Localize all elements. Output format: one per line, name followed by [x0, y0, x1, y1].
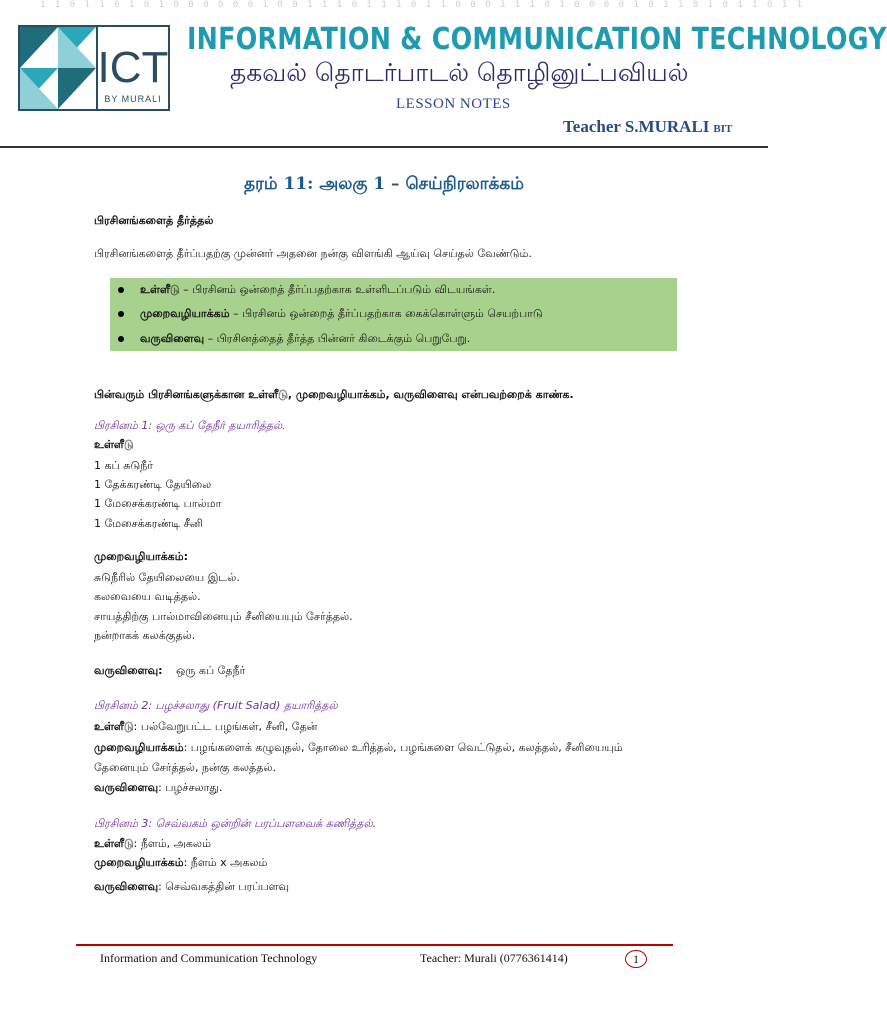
footer-teacher-contact: Teacher: Murali (0776361414) [420, 951, 568, 965]
problem1-title: பிரசினம் 1: ஒரு கப் தேநீர் தயாரித்தல். [94, 419, 286, 432]
problem1-output: ஒரு கப் தேநீர் [176, 664, 246, 677]
logo-sub-text: BY MURALI [104, 94, 162, 104]
lesson-notes-label: LESSON NOTES [396, 96, 511, 112]
task-instruction: பின்வரும் பிரசினங்களுக்கான உள்ளீடு, முறைவழியாக்கம், வருவிளைவு என்பவற்றைக் காண்க. [94, 388, 574, 401]
problem1-input-label: உள்ளீடு [94, 438, 134, 451]
problem2-output-label: வருவிளைவு [94, 781, 159, 794]
problem2-output-value: : பழச்சலாது. [158, 781, 223, 794]
problem1-input-item: 1 கப் சுடுநீர் [94, 459, 154, 472]
problem1-process-step: சுடுநீரில் தேயிலையை இடல். [94, 571, 240, 584]
lesson-title: தரம் 11: அலகு 1 – செய்நிரலாக்கம் [244, 174, 524, 194]
problem1-input-item: 1 தேக்கரண்டி தேயிலை [94, 478, 212, 491]
definition-term: உள்ளீடு [140, 283, 180, 296]
ict-logo [15, 24, 171, 112]
definition-item [118, 307, 543, 322]
problem2-input-label: உள்ளீடு [94, 720, 134, 733]
definition-term: வருவிளைவு [140, 332, 205, 345]
problem2-title: பிரசினம் 2: பழச்சலாது (Fruit Salad) தயாரித்தல் [94, 699, 338, 712]
problem2-process-label: முறைவழியாக்கம் [94, 741, 184, 754]
teacher-qualification: BIT [713, 123, 733, 135]
problem3-process [94, 856, 267, 870]
problem1-process-label: முறைவழியாக்கம்: [94, 550, 188, 563]
definition-term: முறைவழியாக்கம் [140, 307, 230, 320]
definition-desc: – பிரசினம் ஒன்றைத் தீர்ப்பதற்காக உள்ளிடப்படும் விடயங்கள். [179, 283, 496, 296]
problem3-process-value: : நீளம் x அகலம் [183, 856, 268, 869]
problem3-title: பிரசினம் 3: செவ்வகம் ஒன்றின் பரப்பளவைக் கணித்தல். [94, 817, 377, 830]
header-divider [0, 146, 768, 148]
page-number: 1 [625, 950, 647, 968]
footer-subject: Information and Communication Technology [100, 951, 318, 965]
definition-desc: – பிரசினத்தைத் தீர்த்த பின்னர் கிடைக்கும் பெறுபேறு. [204, 332, 471, 345]
problem1-input-item: 1 மேசைக்கரண்டி பால்மா [94, 497, 222, 510]
binary-strip: 1 1 0 1 1 0 1 0 1 0 0 0 0 0 0 1 0 0 1 1 1 0 1 1 1 0 1 1 0 0 0 1 1 1 0 1 0 0 0 0 1 0 1 1 0 1 0 1 1 0 1 1 [40, 0, 805, 10]
problem2-input-value: : பல்வேறுபட்ட பழங்கள், சீனி, தேன் [133, 720, 318, 733]
logo-main-text: ICT [97, 43, 169, 92]
definition-item [118, 283, 495, 298]
problem3-output-value: : செவ்வகத்தின் பரப்பளவு [158, 880, 290, 893]
brand-title-english: INFORMATION & COMMUNICATION TECHNOLOGY [187, 22, 887, 57]
problem1-output-label: வருவிளைவு: [94, 664, 163, 677]
problem1-process-step: சாயத்திற்கு பால்மாவினையும் சீனியையும் சேர்த்தல். [94, 610, 353, 623]
problem3-input [94, 837, 211, 851]
brand-title-tamil: தகவல் தொடர்பாடல் தொழினுட்பவியல் [230, 58, 689, 87]
problem1-process-step: கலவையை வடித்தல். [94, 590, 201, 603]
problem1-input-item: 1 மேசைக்கரண்டி சீனி [94, 517, 203, 530]
problem3-output-label: வருவிளைவு [94, 880, 159, 893]
problem2-process-cont: தேனையும் சேர்த்தல், நன்கு கலத்தல். [94, 761, 276, 774]
problem3-input-value: : நீளம், அகலம் [133, 837, 211, 850]
problem1-process-step: நன்றாகக் கலக்குதல். [94, 629, 196, 642]
bullet-icon [118, 287, 124, 293]
page-header [0, 0, 887, 148]
definition-item [118, 332, 470, 347]
problem2-process-value: : பழங்களைக் கழுவுதல், தோலை உரித்தல், பழங்களை வெட்டுதல், கலத்தல், சீனியையும் [183, 741, 623, 754]
bullet-icon [118, 336, 124, 342]
problem3-input-label: உள்ளீடு [94, 837, 134, 850]
teacher-name-text: Teacher S.MURALI [563, 117, 710, 136]
intro-paragraph: பிரசினங்களைத் தீர்ப்பதற்கு முன்னர் அதனை நன்கு விளங்கி ஆய்வு செய்தல் வேண்டும். [94, 247, 532, 260]
bullet-icon [118, 311, 124, 317]
problem2-output [94, 781, 222, 795]
definition-desc: – பிரசினம் ஒன்றைத் தீர்ப்பதற்காக கைக்கொள்ளும் செயற்பாடு [229, 307, 543, 320]
footer-divider [76, 944, 673, 946]
problem3-output [94, 880, 289, 894]
problem2-input [94, 720, 317, 734]
problem2-process [94, 741, 623, 755]
problem3-process-label: முறைவழியாக்கம் [94, 856, 184, 869]
section-heading: பிரசினங்களைத் தீர்த்தல் [94, 214, 214, 227]
teacher-name [563, 117, 732, 137]
